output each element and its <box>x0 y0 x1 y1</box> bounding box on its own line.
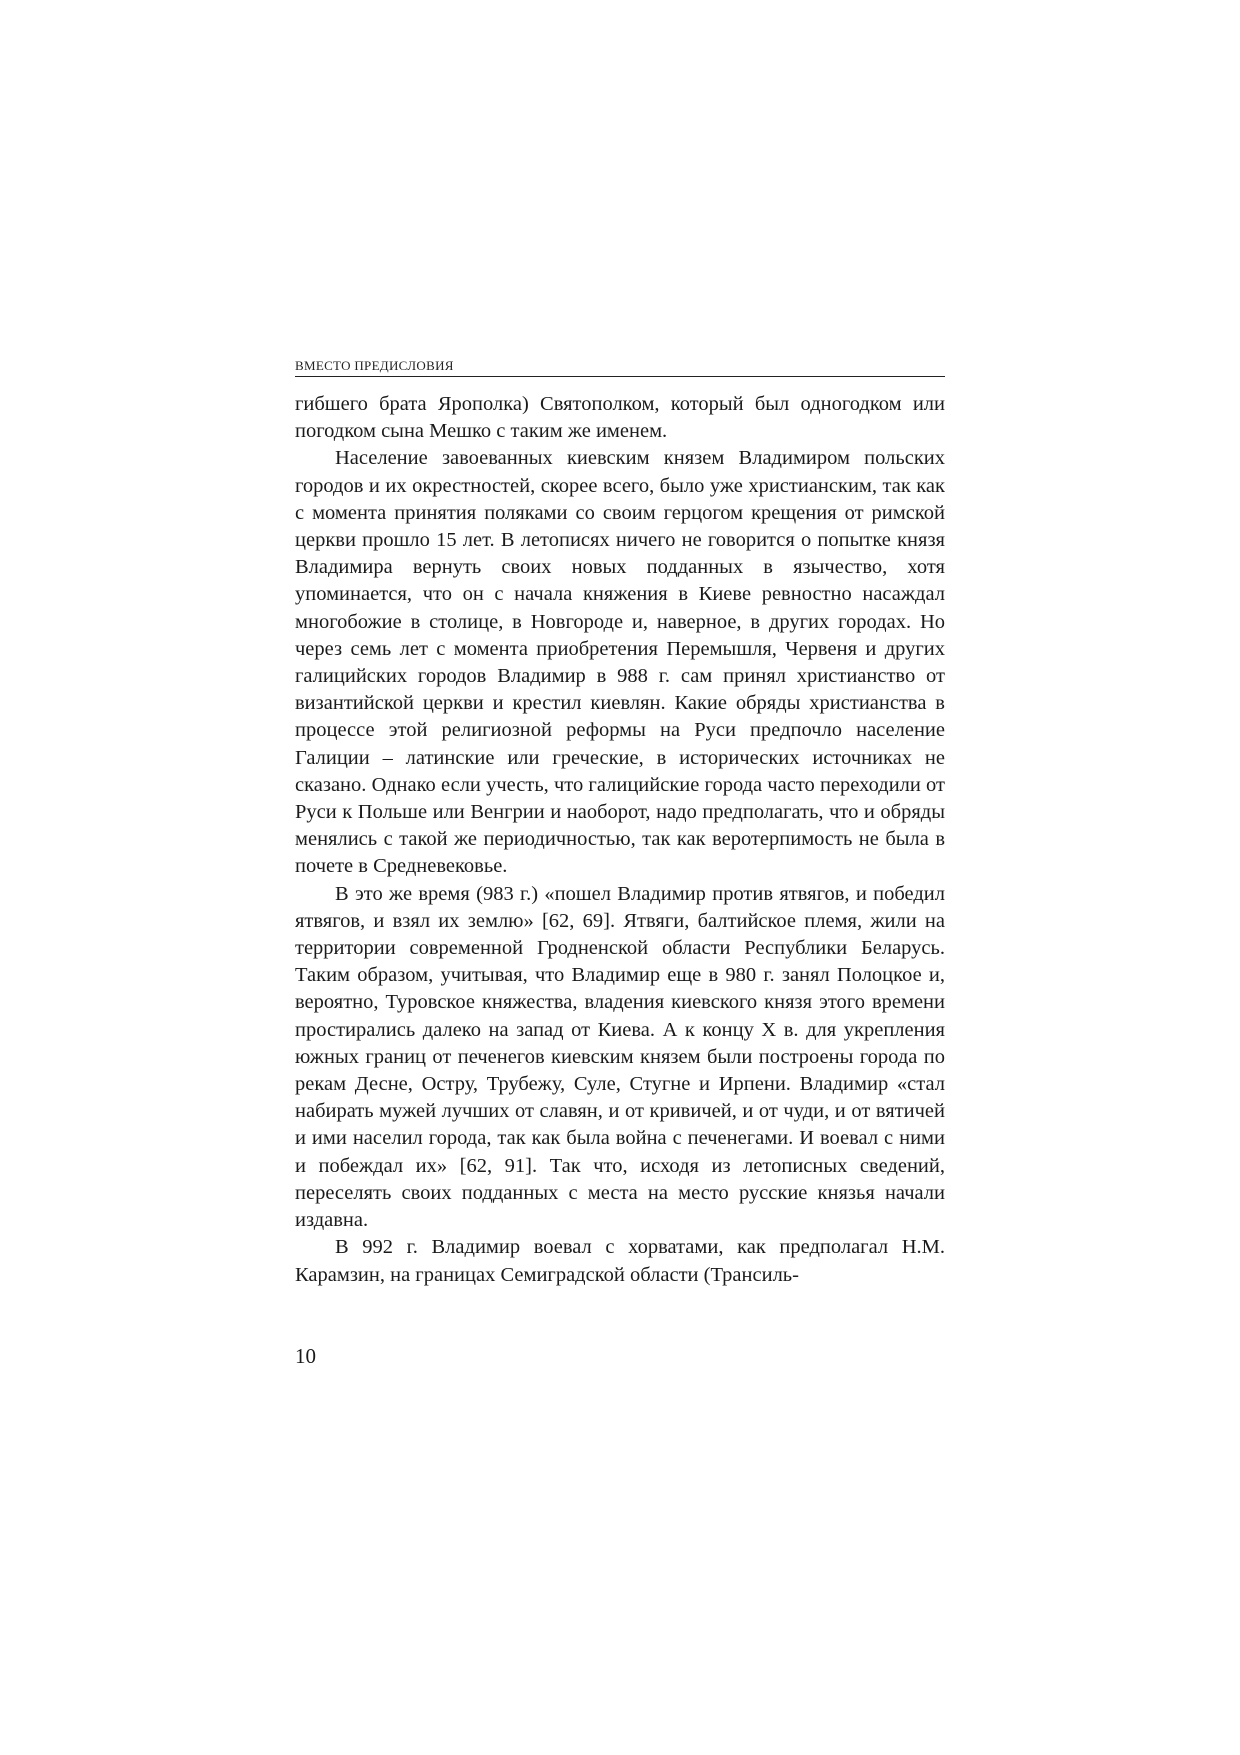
running-head: ВМЕСТО ПРЕДИСЛОВИЯ <box>295 358 454 373</box>
paragraph: В 992 г. Владимир воевал с хорватами, как предполагал Н.М. Карамзин, на границах Семиградской области (Трансиль- <box>295 1236 945 1286</box>
body-text <box>295 391 945 1289</box>
header-rule <box>295 376 945 377</box>
page-number: 10 <box>295 1344 316 1368</box>
paragraph: В это же время (983 г.) «пошел Владимир против ятвягов, и победил ятвягов, и взял их землю» [62, 69]. Ятвяги, балтийское племя, жили на территории современной Гродненской области Республики Беларусь. Таким образом, учитывая, что Владимир еще в 980 г. занял Полоцкое и, вероятно, Туровское княжества, владения киевского князя этого времени простирались далеко на запад от Киева. А к концу X в. для укрепления южных границ от печенегов киевским князем были построены города по рекам Десне, Остру, Трубежу, Суле, Стугне и Ирпени. Владимир «стал набирать мужей лучших от славян, и от кривичей, и от чуди, и от вятичей и ими населил города, так как была война с печенегами. И воевал с ними и побеждал их» [62, 91]. Так что, исходя из летописных сведений, переселять своих подданных с места на место русские князья начали издавна. <box>295 882 945 1232</box>
paragraph: Население завоеванных киевским князем Владимиром польских городов и их окрестностей, скорее всего, было уже христианским, так как с момента принятия поляками со своим герцогом крещения от римской церкви прошло 15 лет. В летописях ничего не говорится о попытке князя Владимира вернуть своих новых подданных в язычество, хотя упоминается, что он с начала княжения в Киеве ревностно насаждал многобожие в столице, в Новгороде и, наверное, в других городах. Но через семь лет с момента приобретения Перемышля, Червеня и других галицийских городов Владимир в 988 г. сам принял христианство от византийской церкви и крестил киевлян. Какие обряды христианства в процессе этой религиозной реформы на Руси предпочло население Галиции – латинские или греческие, в исторических источниках не сказано. Однако если учесть, что галицийские города часто переходили от Руси к Польше или Венгрии и наоборот, надо предполагать, что и обряды менялись с такой же периодичностью, так как веротерпимость не была в почете в Средневековье. <box>295 447 945 878</box>
paragraph-continued: гибшего брата Ярополка) Святополком, который был одногодком или погодком сына Мешко с таким же именем. <box>295 393 945 443</box>
